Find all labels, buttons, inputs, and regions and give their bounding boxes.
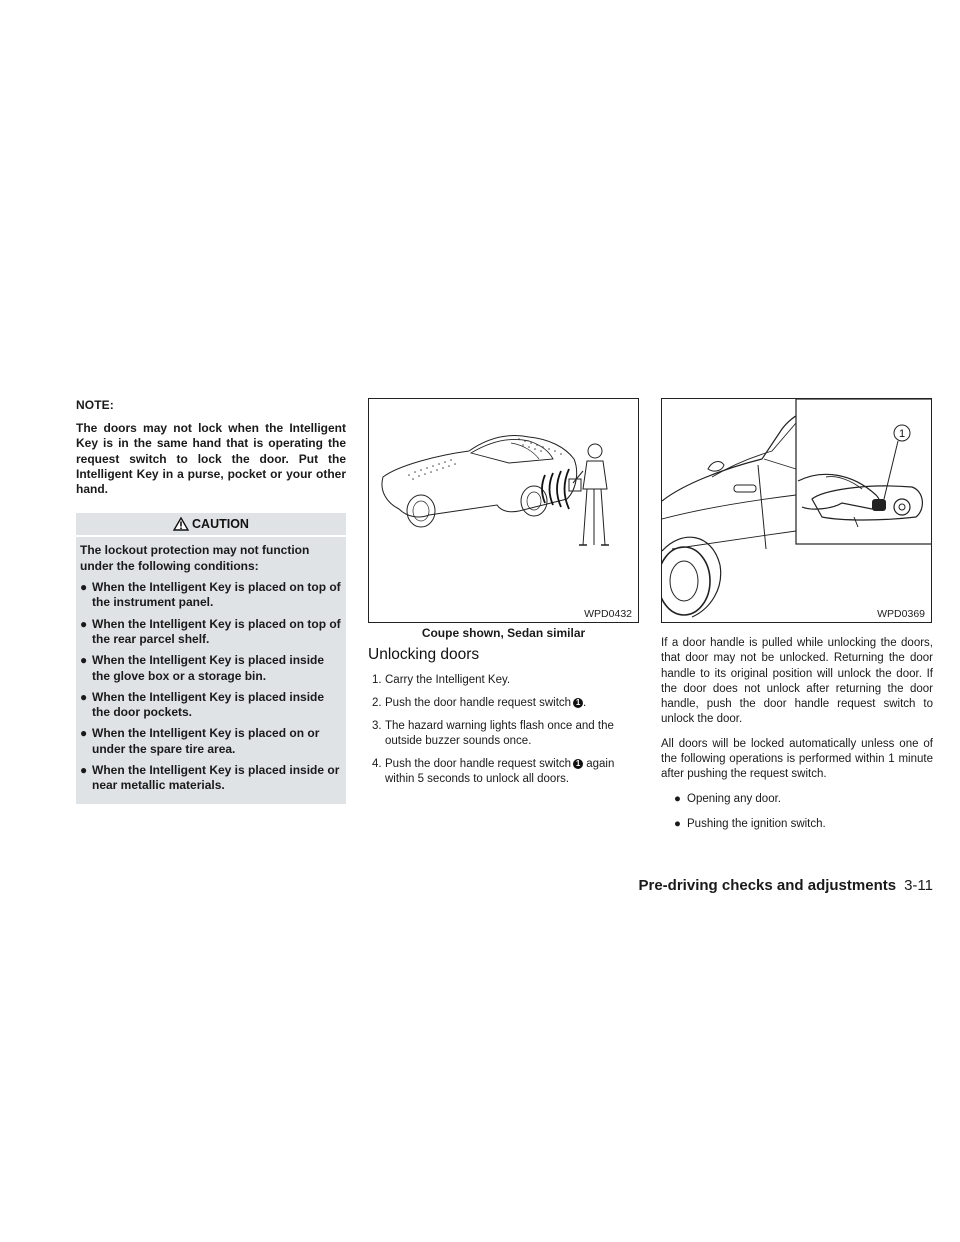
step-number: 2. <box>372 697 382 709</box>
callout-label: 1 <box>898 428 906 440</box>
paragraph: If a door handle is pulled while unlocking the doors, that door may not be unlocked. Returning the door handle to its original position will unlock the door. If the door does not unlock after returning the door handle, push the door handle request switch to unlock the door. <box>661 637 933 726</box>
caution-item <box>80 653 341 684</box>
list-item-text: Opening any door. <box>687 792 781 805</box>
note-body: The doors may not lock when the Intelligent Key is in the same hand that is operating the request switch to lock the door. Put the Intelligent Key in a purse, pocket or your other hand. <box>76 421 346 497</box>
step-item <box>372 696 639 711</box>
bullet-icon: ● <box>80 580 88 595</box>
step-text: The hazard warning lights flash once and the outside buzzer sounds once. <box>385 720 614 747</box>
figure-caption: Coupe shown, Sedan similar <box>421 626 586 640</box>
paragraph: All doors will be locked automatically unless one of the following operations is performed within 1 minute after pushing the request switch. <box>661 737 933 781</box>
footer-section-title: Pre-driving checks and adjustments <box>638 877 897 894</box>
step-item <box>372 719 639 749</box>
section-title: Unlocking doors <box>368 646 480 663</box>
caution-list <box>80 580 341 794</box>
warning-triangle-icon <box>173 517 189 531</box>
spacer <box>661 623 933 636</box>
step-text-after: again within 5 seconds to unlock all doors. <box>385 758 615 785</box>
bullet-icon: ● <box>80 763 88 778</box>
list-item <box>674 817 933 832</box>
figure-coupe-illustration <box>368 398 639 623</box>
switch-marker-icon: 1 <box>573 698 583 708</box>
switch-marker-icon: 1 <box>573 759 583 769</box>
caution-heading: CAUTION <box>192 517 249 532</box>
operations-list <box>661 792 933 832</box>
caution-item <box>80 726 341 757</box>
bullet-icon: ● <box>80 689 88 704</box>
caution-item-text: When the Intelligent Key is placed on top of the instrument panel. <box>92 580 341 610</box>
caution-intro: The lockout protection may not function under the following conditions: <box>80 543 310 573</box>
caution-item <box>80 690 341 721</box>
step-text: Push the door handle request switch <box>385 697 572 709</box>
bullet-icon: ● <box>80 616 88 631</box>
step-text: Carry the Intelligent Key. <box>385 674 511 686</box>
bullet-icon: ● <box>80 653 88 668</box>
step-number: 1. <box>372 674 382 686</box>
caution-item-text: When the Intelligent Key is placed inside the door pockets. <box>92 689 325 720</box>
figure-door-handle-illustration <box>661 398 932 623</box>
unlocking-steps <box>368 673 639 787</box>
caution-item-text: When the Intelligent Key is placed on top of the rear parcel shelf. <box>92 616 341 646</box>
middle-column <box>368 398 639 795</box>
list-item-text: Pushing the ignition switch. <box>687 817 826 830</box>
figure-id: WPD0432 <box>584 608 632 620</box>
step-number: 4. <box>372 758 382 770</box>
list-item <box>674 792 933 807</box>
caution-item <box>80 580 341 611</box>
step-number: 3. <box>372 720 382 732</box>
bullet-icon: ● <box>80 726 88 741</box>
step-item <box>372 673 639 688</box>
caution-box <box>76 513 346 803</box>
page-number: 3-11 <box>904 877 933 894</box>
step-text-wrap <box>385 696 639 711</box>
step-item <box>372 757 639 787</box>
bullet-icon: ● <box>674 792 681 805</box>
step-text: Push the door handle request switch <box>385 758 572 770</box>
caution-item <box>80 617 341 648</box>
caution-item <box>80 763 341 794</box>
caution-item-text: When the Intelligent Key is placed on or under the spare tire area. <box>92 726 320 756</box>
page-footer <box>639 877 934 894</box>
car-with-person-illustration <box>369 399 638 622</box>
step-text-wrap <box>385 757 639 787</box>
right-column <box>661 398 933 842</box>
step-text-after: . <box>583 697 587 709</box>
door-handle-illustration <box>662 399 932 622</box>
note-heading: NOTE: <box>76 398 114 412</box>
figure-id: WPD0369 <box>877 608 925 620</box>
caution-body <box>76 537 346 793</box>
caution-item-text: When the Intelligent Key is placed inside the glove box or a storage bin. <box>92 653 325 683</box>
caution-header <box>76 513 346 535</box>
caution-item-text: When the Intelligent Key is placed inside or near metallic materials. <box>92 763 340 793</box>
left-column <box>76 398 346 804</box>
bullet-icon: ● <box>674 817 681 830</box>
